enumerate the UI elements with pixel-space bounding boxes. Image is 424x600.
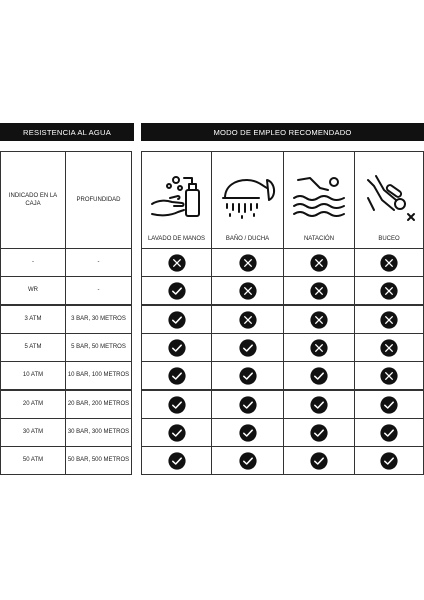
suitable-cell xyxy=(211,333,284,362)
activity-header-swimming xyxy=(283,151,355,249)
suitable-cell xyxy=(283,361,355,390)
suitable-cell xyxy=(354,446,424,475)
indicated-cell xyxy=(0,305,66,334)
recommended-use-header xyxy=(141,123,424,141)
activity-label: NATACIÓN xyxy=(303,235,335,242)
check-icon xyxy=(168,367,186,385)
not-suitable-cell xyxy=(354,276,424,305)
check-icon xyxy=(239,339,257,357)
suitable-cell xyxy=(141,361,212,390)
check-icon xyxy=(380,424,398,442)
cross-icon xyxy=(310,254,328,272)
depth-cell xyxy=(65,305,132,334)
not-suitable-cell xyxy=(354,305,424,334)
recommended-use-title: MODO DE EMPLEO RECOMENDADO xyxy=(213,127,352,137)
not-suitable-cell xyxy=(283,305,355,334)
check-icon xyxy=(310,452,328,470)
indicated-cell xyxy=(0,446,66,475)
cross-icon xyxy=(310,282,328,300)
not-suitable-cell xyxy=(354,248,424,277)
check-icon xyxy=(239,424,257,442)
check-icon xyxy=(310,424,328,442)
not-suitable-cell xyxy=(354,333,424,362)
not-suitable-cell xyxy=(283,248,355,277)
depth-cell xyxy=(65,361,132,390)
depth-value: 10 BAR, 100 METROS xyxy=(67,372,130,379)
check-icon xyxy=(239,452,257,470)
indicated-value: 10 ATM xyxy=(22,372,44,379)
depth-value: - xyxy=(97,287,100,294)
not-suitable-cell xyxy=(283,276,355,305)
depth-column-label: PROFUNDIDAD xyxy=(76,196,121,203)
activity-header-shower xyxy=(211,151,284,249)
suitable-cell xyxy=(283,446,355,475)
cross-icon xyxy=(310,311,328,329)
suitable-cell xyxy=(141,446,212,475)
cross-icon xyxy=(380,282,398,300)
check-icon xyxy=(239,396,257,414)
depth-value: 50 BAR, 500 METROS xyxy=(67,457,130,464)
indicated-cell xyxy=(0,276,66,305)
suitable-cell xyxy=(354,390,424,419)
hand-washing-icon xyxy=(148,170,206,224)
shower-icon xyxy=(219,170,277,224)
depth-value: 30 BAR, 300 METROS xyxy=(67,429,130,436)
indicated-column-header xyxy=(0,151,66,249)
indicated-cell xyxy=(0,361,66,390)
cross-icon xyxy=(239,254,257,272)
suitable-cell xyxy=(141,305,212,334)
check-icon xyxy=(168,396,186,414)
suitable-cell xyxy=(141,333,212,362)
indicated-value: 5 ATM xyxy=(24,344,42,351)
activity-header-hand-washing xyxy=(141,151,212,249)
not-suitable-cell xyxy=(354,361,424,390)
suitable-cell xyxy=(141,276,212,305)
indicated-cell xyxy=(0,390,66,419)
depth-cell xyxy=(65,276,132,305)
indicated-value: - xyxy=(32,259,34,266)
not-suitable-cell xyxy=(211,276,284,305)
depth-value: 3 BAR, 30 METROS xyxy=(71,316,126,323)
indicated-cell xyxy=(0,333,66,362)
suitable-cell xyxy=(211,418,284,447)
depth-cell xyxy=(65,248,132,277)
depth-value: 5 BAR, 50 METROS xyxy=(71,344,126,351)
activity-label: BAÑO / DUCHA xyxy=(225,235,270,242)
depth-cell xyxy=(65,418,132,447)
diving-icon xyxy=(360,170,418,224)
check-icon xyxy=(310,396,328,414)
check-icon xyxy=(168,311,186,329)
water-resistance-header xyxy=(0,123,134,141)
activity-header-diving xyxy=(354,151,424,249)
water-resistance-title: RESISTENCIA AL AGUA xyxy=(23,127,111,137)
depth-value: 20 BAR, 200 METROS xyxy=(67,401,130,408)
indicated-column-label: INDICADO EN LA CAJA xyxy=(8,192,58,207)
cross-icon xyxy=(380,311,398,329)
check-icon xyxy=(380,396,398,414)
swimming-icon xyxy=(290,170,348,224)
depth-cell xyxy=(65,333,132,362)
suitable-cell xyxy=(354,418,424,447)
check-icon xyxy=(380,452,398,470)
suitable-cell xyxy=(283,390,355,419)
cross-icon xyxy=(310,339,328,357)
cross-icon xyxy=(239,282,257,300)
suitable-cell xyxy=(283,418,355,447)
depth-cell xyxy=(65,390,132,419)
indicated-value: WR xyxy=(28,287,38,294)
not-suitable-cell xyxy=(283,333,355,362)
depth-cell xyxy=(65,446,132,475)
check-icon xyxy=(239,367,257,385)
suitable-cell xyxy=(211,390,284,419)
cross-icon xyxy=(168,254,186,272)
not-suitable-cell xyxy=(141,248,212,277)
indicated-value: 30 ATM xyxy=(22,429,44,436)
suitable-cell xyxy=(141,418,212,447)
cross-icon xyxy=(239,311,257,329)
check-icon xyxy=(168,452,186,470)
check-icon xyxy=(310,367,328,385)
indicated-cell xyxy=(0,248,66,277)
depth-column-header xyxy=(65,151,132,249)
indicated-value: 3 ATM xyxy=(24,316,42,323)
cross-icon xyxy=(380,367,398,385)
activity-label: BUCEO xyxy=(378,235,400,242)
check-icon xyxy=(168,282,186,300)
suitable-cell xyxy=(141,390,212,419)
not-suitable-cell xyxy=(211,248,284,277)
depth-value: - xyxy=(97,259,100,266)
suitable-cell xyxy=(211,361,284,390)
check-icon xyxy=(168,339,186,357)
check-icon xyxy=(168,424,186,442)
indicated-value: 20 ATM xyxy=(22,401,44,408)
cross-icon xyxy=(380,339,398,357)
not-suitable-cell xyxy=(211,305,284,334)
suitable-cell xyxy=(211,446,284,475)
cross-icon xyxy=(380,254,398,272)
indicated-value: 50 ATM xyxy=(22,457,44,464)
indicated-cell xyxy=(0,418,66,447)
activity-label: LAVADO DE MANOS xyxy=(147,235,206,242)
